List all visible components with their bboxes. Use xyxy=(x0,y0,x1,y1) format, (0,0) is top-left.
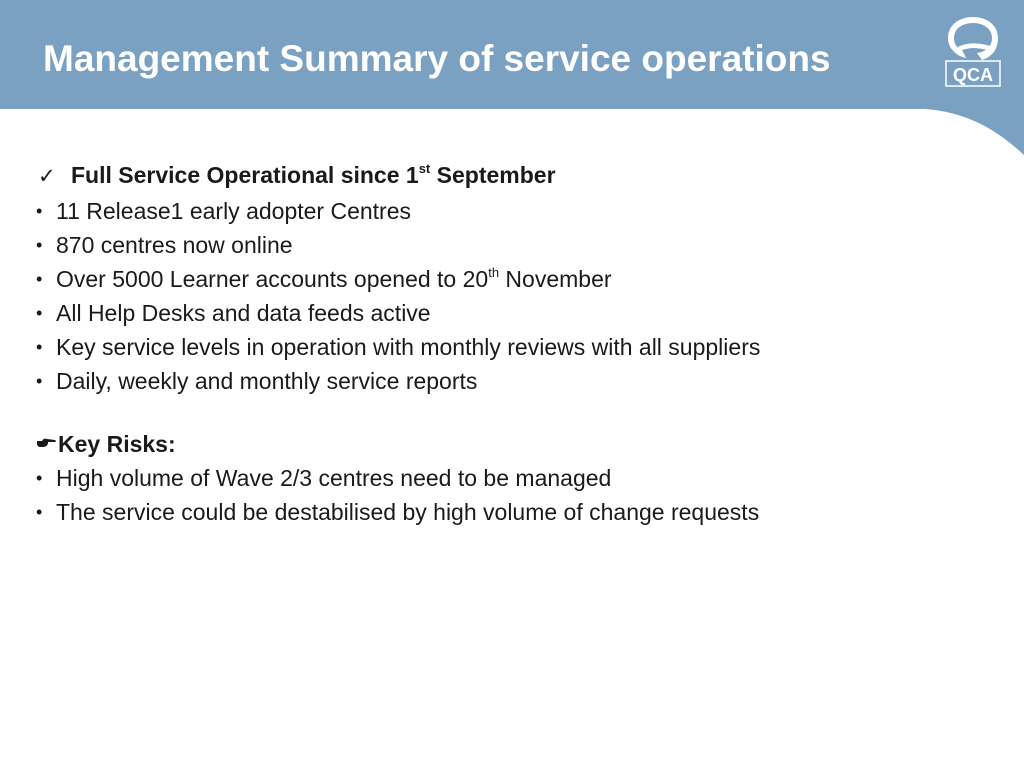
operational-heading xyxy=(36,158,936,194)
operational-heading-text: Full Service Operational since 1 xyxy=(71,162,419,188)
list-item xyxy=(36,228,936,262)
list-item xyxy=(36,495,936,529)
list-item-text: Over 5000 Learner accounts opened to 20 xyxy=(56,266,489,292)
qca-logo xyxy=(944,14,1002,88)
risks-heading-text: Key Risks: xyxy=(58,431,176,457)
list-item-text: 870 centres now online xyxy=(56,232,293,258)
list-item xyxy=(36,330,936,364)
list-item xyxy=(36,194,936,228)
list-item-text: Daily, weekly and monthly service reports xyxy=(56,368,478,394)
list-item xyxy=(36,296,936,330)
slide-content xyxy=(36,158,936,529)
operational-heading-sup: st xyxy=(418,161,431,177)
risks-heading xyxy=(36,424,936,461)
list-item-text: 11 Release1 early adopter Centres xyxy=(56,198,412,224)
list-item xyxy=(36,262,936,296)
bullet-icon: • xyxy=(36,502,43,522)
bullet-icon: • xyxy=(36,371,43,391)
list-item-text: All Help Desks and data feeds active xyxy=(56,300,431,326)
qca-logo-text: QCA xyxy=(953,65,993,85)
pointing-hand-icon xyxy=(36,424,58,458)
bullet-icon: • xyxy=(36,269,43,289)
bullet-icon: • xyxy=(36,468,43,488)
bullet-icon: • xyxy=(36,337,43,357)
list-item-text: Key service levels in operation with monthly reviews with all suppliers xyxy=(56,334,761,360)
section-gap xyxy=(36,398,936,424)
checkmark-icon: ✓ xyxy=(38,165,56,188)
list-item xyxy=(36,461,936,495)
bullet-icon: • xyxy=(36,201,43,221)
list-item-text: High volume of Wave 2/3 centres need to be managed xyxy=(56,465,612,491)
operational-heading-text-end: September xyxy=(430,162,556,188)
list-item-sup: th xyxy=(488,265,500,281)
slide-title: Management Summary of service operations xyxy=(43,38,831,79)
list-item-text-end: November xyxy=(499,266,612,292)
bullet-icon: • xyxy=(36,235,43,255)
bullet-icon: • xyxy=(36,303,43,323)
list-item-text: The service could be destabilised by high volume of change requests xyxy=(56,499,760,525)
list-item xyxy=(36,364,936,398)
